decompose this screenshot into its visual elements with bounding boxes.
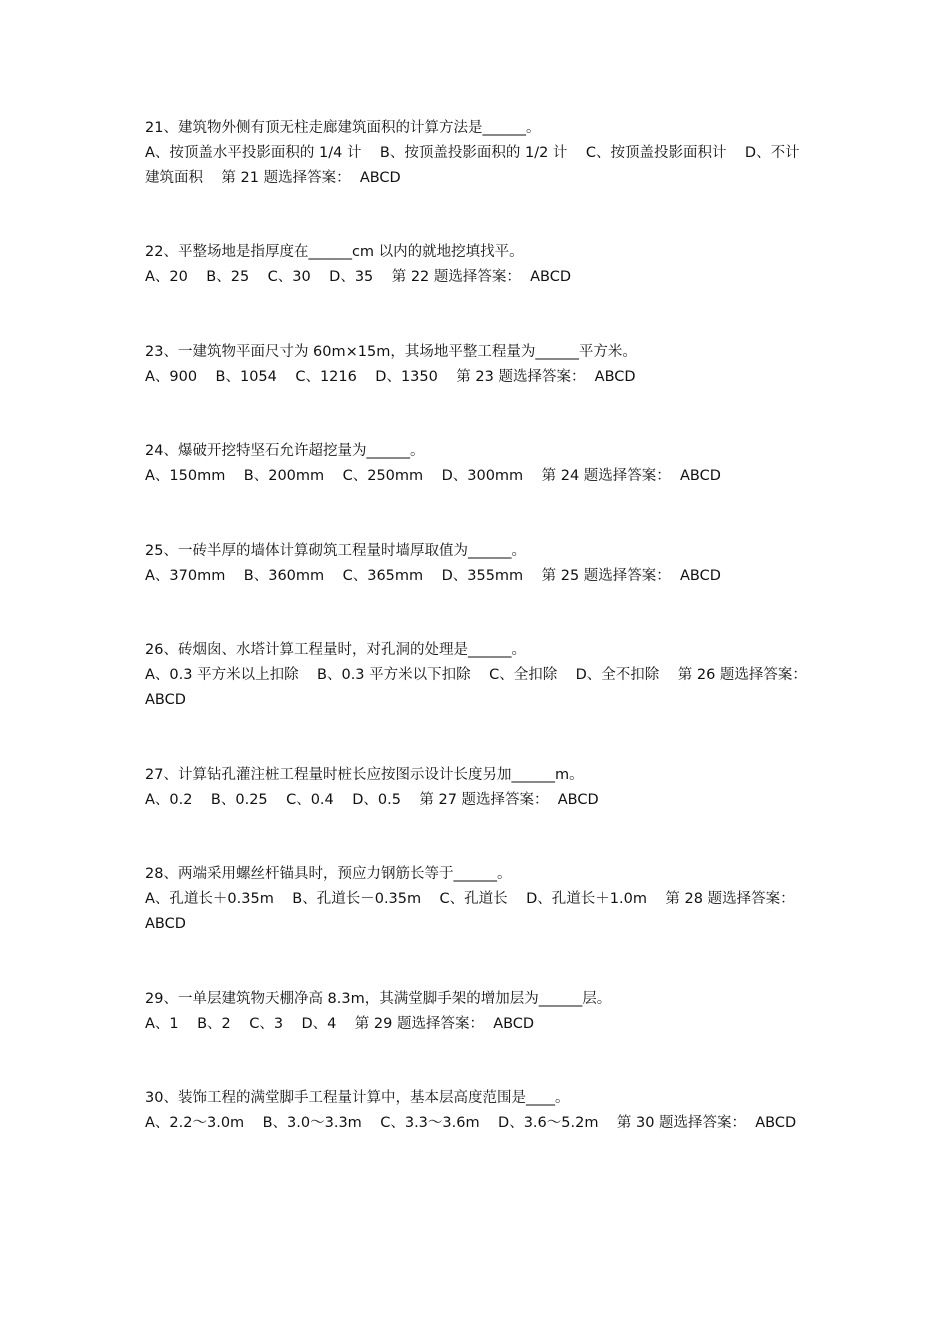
question-30: [145, 1086, 813, 1136]
question-stem: 30、装饰工程的满堂脚手工程量计算中，基本层高度范围是____。: [145, 1090, 570, 1106]
question-25: [145, 539, 813, 589]
question-options: A、按顶盖水平投影面积的 1/4 计 B、按顶盖投影面积的 1/2 计 C、按顶盖投影面积计 D、不计建筑面积 第 21 题选择答案： ABCD: [145, 145, 800, 186]
question-29: [145, 987, 813, 1037]
question-options: A、2.2～3.0m B、3.0～3.3m C、3.3～3.6m D、3.6～5.2m 第 30 题选择答案： ABCD: [145, 1115, 797, 1131]
question-options: A、370mm B、360mm C、365mm D、355mm 第 25 题选择答案： ABCD: [145, 568, 721, 584]
question-stem: 23、一建筑物平面尺寸为 60m×15m，其场地平整工程量为______平方米。: [145, 344, 637, 360]
question-stem: 27、计算钻孔灌注桩工程量时桩长应按图示设计长度另加______m。: [145, 767, 584, 783]
question-stem: 26、砖烟囱、水塔计算工程量时，对孔洞的处理是______。: [145, 642, 526, 658]
question-stem: 24、爆破开挖特坚石允许超挖量为______。: [145, 443, 425, 459]
question-options: A、0.3 平方米以上扣除 B、0.3 平方米以下扣除 C、全扣除 D、全不扣除 第 26 题选择答案： ABCD: [145, 667, 817, 708]
question-options: A、孔道长＋0.35m B、孔道长－0.35m C、孔道长 D、孔道长＋1.0m 第 28 题选择答案： ABCD: [145, 891, 804, 932]
question-options: A、1 B、2 C、3 D、4 第 29 题选择答案： ABCD: [145, 1016, 535, 1032]
question-options: A、150mm B、200mm C、250mm D、300mm 第 24 题选择答案： ABCD: [145, 468, 721, 484]
question-options: A、20 B、25 C、30 D、35 第 22 题选择答案： ABCD: [145, 269, 571, 285]
question-28: [145, 862, 813, 937]
question-24: [145, 439, 813, 489]
question-22: [145, 240, 813, 290]
question-23: [145, 340, 813, 390]
question-stem: 29、一单层建筑物天棚净高 8.3m，其满堂脚手架的增加层为______层。: [145, 991, 612, 1007]
question-27: [145, 763, 813, 813]
question-options: A、0.2 B、0.25 C、0.4 D、0.5 第 27 题选择答案： ABCD: [145, 792, 599, 808]
question-stem: 25、一砖半厚的墙体计算砌筑工程量时墙厚取值为______。: [145, 543, 526, 559]
question-stem: 22、平整场地是指厚度在______cm 以内的就地挖填找平。: [145, 244, 524, 260]
question-stem: 21、建筑物外侧有顶无柱走廊建筑面积的计算方法是______。: [145, 120, 541, 136]
question-stem: 28、两端采用螺丝杆锚具时，预应力钢筋长等于______。: [145, 866, 512, 882]
question-21: [145, 116, 813, 191]
question-26: [145, 638, 817, 713]
question-options: A、900 B、1054 C、1216 D、1350 第 23 题选择答案： ABCD: [145, 369, 636, 385]
